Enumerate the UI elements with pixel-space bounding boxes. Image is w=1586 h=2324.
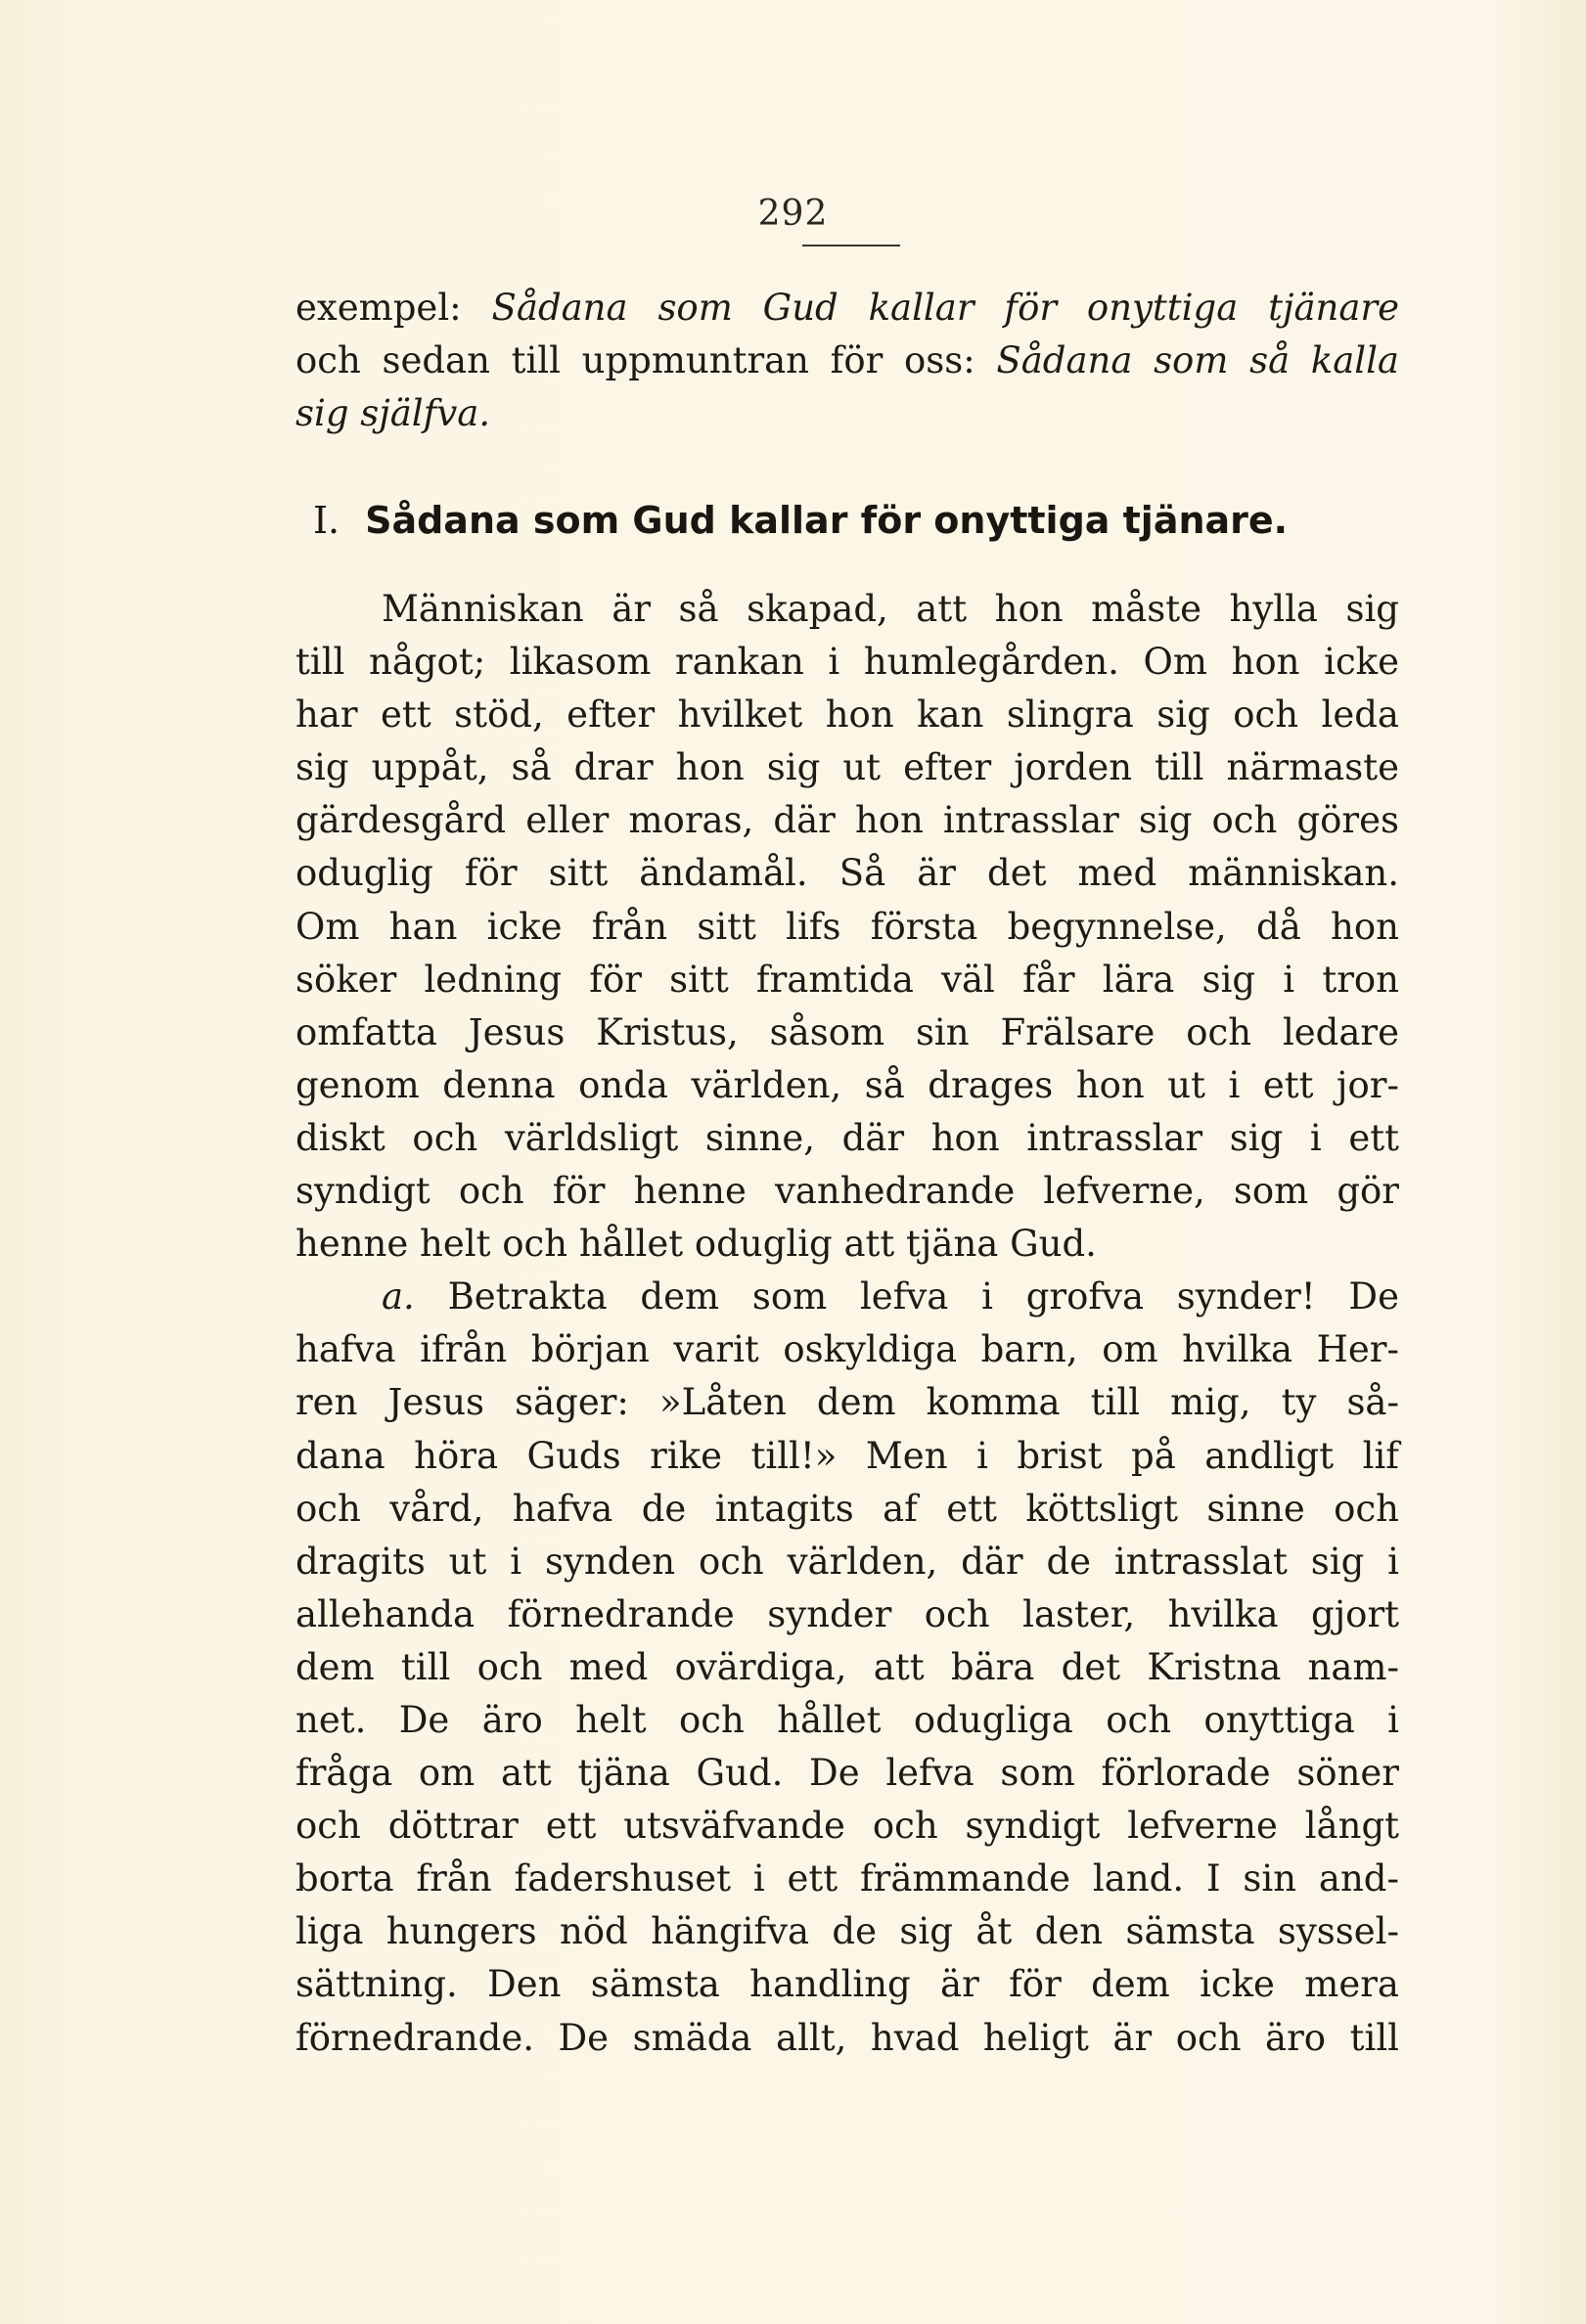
body-line: Om han icke från sitt lifs första begynnelse, då hon: [295, 905, 1399, 948]
body-line: har ett stöd, efter hvilket hon kan slingra sig och leda: [295, 693, 1399, 737]
intro-paragraph: [295, 282, 1399, 439]
body-line: dragits ut i synden och världen, där de intrasslat sig i: [295, 1540, 1399, 1583]
body-line: dana höra Guds rike till!» Men i brist på andligt lif: [295, 1434, 1399, 1477]
body-line: dem till och med ovärdiga, att bära det Kristna nam-: [295, 1645, 1399, 1688]
intro-line: [295, 282, 1399, 335]
section-number: I.: [313, 499, 340, 542]
body-line: oduglig för sitt ändamål. Så är det med människan.: [295, 852, 1399, 895]
body-line: henne helt och hållet oduglig att tjäna Gud.: [295, 1223, 1097, 1266]
body-line: net. De äro helt och hållet odugliga och onyttiga i: [295, 1698, 1399, 1741]
section-title: Sådana som Gud kallar för onyttiga tjänare.: [365, 499, 1289, 542]
body-line: liga hungers nöd hängifva de sig åt den sämsta syssel-: [295, 1910, 1399, 1953]
body-line: diskt och världsligt sinne, där hon intrasslar sig i ett: [295, 1116, 1399, 1159]
intro-italic-text: Sådana som så kalla: [996, 338, 1399, 381]
body-line: a. Betrakta dem som lefva i grofva synder! De: [382, 1275, 1399, 1318]
body-line: syndigt och för henne vanhedrande lefverne, som gör: [295, 1170, 1399, 1213]
body-line: gärdesgård eller moras, där hon intrasslar sig och göres: [295, 799, 1399, 842]
intro-text: exempel:: [295, 287, 462, 329]
page-number: 292: [757, 194, 829, 234]
body-line: söker ledning för sitt framtida väl får lära sig i tron: [295, 958, 1399, 1001]
body-line: omfatta Jesus Kristus, såsom sin Frälsare och ledare: [295, 1010, 1399, 1053]
body-line: ren Jesus säger: »Låten dem komma till mig, ty så-: [295, 1381, 1399, 1424]
body-line: sättning. Den sämsta handling är för dem icke mera: [295, 1963, 1399, 2006]
body-text: [295, 583, 1399, 2065]
body-line: hafva ifrån början varit oskyldiga barn, om hvilka Her-: [295, 1328, 1399, 1371]
body-line: sig uppåt, så drar hon sig ut efter jorden till närmaste: [295, 746, 1399, 789]
body-line: genom denna onda världen, så drages hon ut i ett jor-: [295, 1063, 1399, 1106]
intro-line: [295, 335, 1399, 387]
body-line: allehanda förnedrande synder och laster, hvilka gjort: [295, 1592, 1399, 1635]
body-line: och vård, hafva de intagits af ett köttsligt sinne och: [295, 1487, 1399, 1530]
intro-italic-text: Sådana som Gud kallar för onyttiga tjänare: [491, 287, 1399, 329]
body-line: till något; likasom rankan i humlegården. Om hon icke: [295, 641, 1399, 684]
intro-text: och sedan till uppmuntran för oss:: [295, 338, 975, 381]
page-number-underline: [802, 245, 900, 246]
section-heading: [313, 499, 1288, 542]
intro-line: [295, 387, 1399, 440]
body-line: Människan är så skapad, att hon måste hylla sig: [382, 588, 1399, 630]
body-line: och döttrar ett utsväfvande och syndigt lefverne långt: [295, 1805, 1399, 1848]
body-line: fråga om att tjäna Gud. De lefva som förlorade söner: [295, 1752, 1399, 1795]
body-line: förnedrande. De smäda allt, hvad heligt är och äro till: [295, 2016, 1399, 2059]
intro-italic-text: sig själfva.: [295, 391, 491, 434]
body-line: borta från fadershuset i ett främmande land. I sin and-: [295, 1857, 1399, 1900]
paragraph-marker: a.: [382, 1275, 415, 1318]
